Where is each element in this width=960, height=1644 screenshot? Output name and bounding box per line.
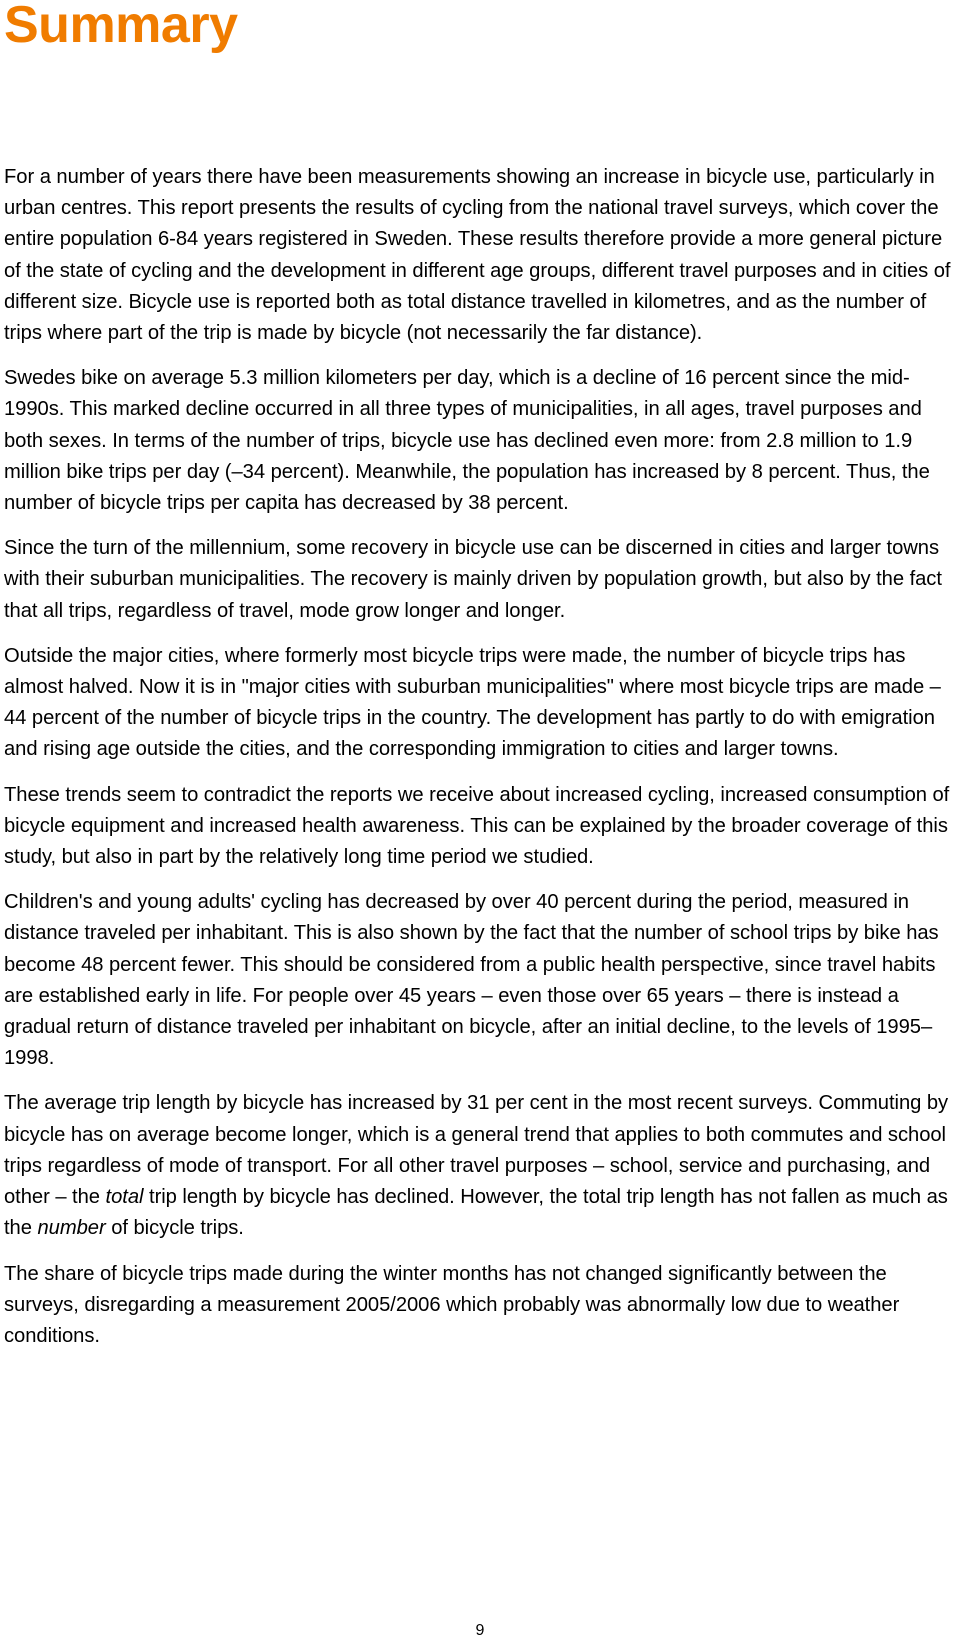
paragraph-text: of bicycle trips.: [105, 1217, 244, 1240]
body-paragraph-3: [4, 533, 960, 627]
body-paragraph-5: [4, 780, 960, 874]
summary-body: [4, 162, 960, 1366]
paragraph-text: Children's and young adults' cycling has decreased by over 40 percent during the period, measured in distance traveled per inhabitant. This is also shown by the fact that the number of school trips by bike has become 48 percent fewer. This should be considered from a public health perspective, since travel habits are established early in life. For people over 45 years – even those over 65 years – there is instead a gradual return of distance traveled per inhabitant on bicycle, after an initial decline, to the levels of 1995–1998.: [4, 891, 939, 1070]
body-paragraph-2: [4, 363, 960, 519]
paragraph-text: These trends seem to contradict the reports we receive about increased cycling, increased consumption of bicycle equipment and increased health awareness. This can be explained by the broader coverage of this study, but also in part by the relatively long time period we studied.: [4, 783, 950, 869]
paragraph-text: trip length by bicycle has declined. However, the total trip length has not fallen as much as the: [4, 1186, 948, 1240]
emphasized-text: number: [37, 1217, 106, 1240]
body-paragraph-1: [4, 162, 960, 349]
page-number: 9: [475, 1622, 485, 1639]
emphasized-text: total: [105, 1186, 144, 1209]
page-title: Summary: [4, 0, 238, 54]
body-paragraph-8: [4, 1259, 960, 1353]
paragraph-text: Swedes bike on average 5.3 million kilometers per day, which is a decline of 16 percent since the mid-1990s. This marked decline occurred in all three types of municipalities, in all ages, travel purposes and both sexes. In terms of the number of trips, bicycle use has declined even more: from 2.8 million to 1.9 million bike trips per day (–34 percent). Meanwhile, the population has increased by 8 percent. Thus, the number of bicycle trips per capita has decreased by 38 percent.: [4, 367, 930, 515]
body-paragraph-6: [4, 887, 960, 1074]
paragraph-text: Outside the major cities, where formerly most bicycle trips were made, the number of bicycle trips has almost halved. Now it is in "major cities with suburban municipalities" where most bicycle trips are made – 44 percent of the number of bicycle trips in the country. The development has partly to do with emigration and rising age outside the cities, and the corresponding immigration to cities and larger towns.: [4, 644, 941, 761]
paragraph-text: For a number of years there have been measurements showing an increase in bicycle use, particularly in urban centres. This report presents the results of cycling from the national travel surveys, which cover the entire population 6-84 years registered in Sweden. These results therefore provide a more general picture of the state of cycling and the development in different age groups, different travel purposes and in cities of different size. Bicycle use is reported both as total distance travelled in kilometres, and as the number of trips where part of the trip is made by bicycle (not necessarily the far distance).: [4, 166, 951, 345]
paragraph-text: The average trip length by bicycle has increased by 31 per cent in the most recent surveys. Commuting by bicycle has on average become longer, which is a general trend that applies to both commutes and school trips regardless of mode of transport. For all other travel purposes – school, service and purchasing, and other – the: [4, 1092, 949, 1209]
body-paragraph-4: [4, 641, 960, 766]
body-paragraph-7: [4, 1088, 960, 1244]
paragraph-text: The share of bicycle trips made during the winter months has not changed significantly between the surveys, disregarding a measurement 2005/2006 which probably was abnormally low due to weather conditions.: [4, 1262, 900, 1347]
paragraph-text: Since the turn of the millennium, some recovery in bicycle use can be discerned in cities and larger towns with their suburban municipalities. The recovery is mainly driven by population growth, but also by the fact that all trips, regardless of travel, mode grow longer and longer.: [4, 537, 942, 622]
